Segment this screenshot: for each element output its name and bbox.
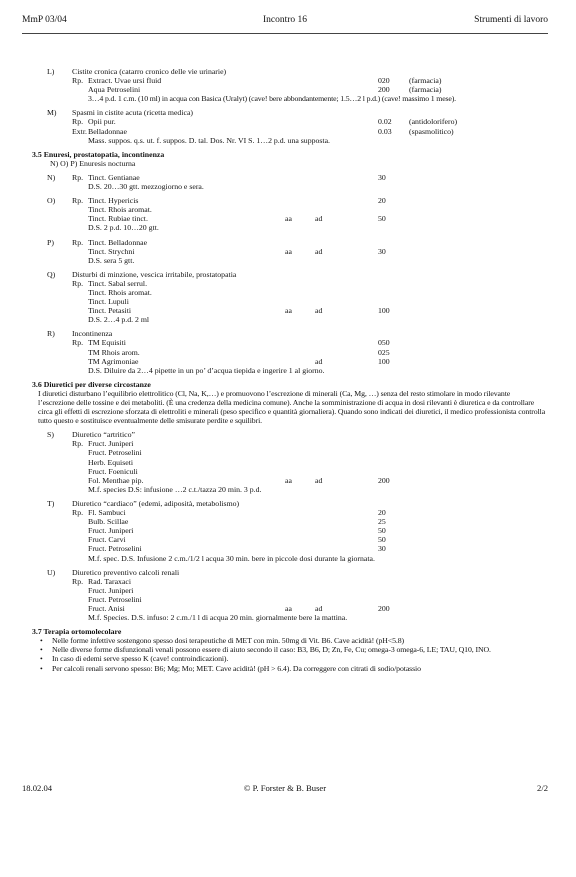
- entry-letter: R): [47, 329, 55, 339]
- quantity: 200: [378, 475, 390, 485]
- bullet-marker: •: [40, 663, 43, 673]
- bullet-text: In caso di edemi serve spesso K (cave! controindicazioni).: [52, 654, 229, 664]
- page-header: [22, 15, 548, 29]
- bullet-item: [32, 636, 547, 645]
- footer-page-number: 2/2: [537, 783, 548, 793]
- quantity: 025: [378, 347, 390, 357]
- ingredient-name: Bulb. Scillae: [88, 517, 129, 527]
- ingredient-name: TM Rhois arom.: [88, 347, 140, 357]
- document-body: [32, 62, 547, 673]
- entry-row: [32, 554, 547, 563]
- rp-label: Rp.: [72, 76, 84, 86]
- entry-letter: S): [47, 430, 54, 440]
- ad-marker: ad: [315, 246, 323, 256]
- entry-row: [32, 108, 547, 117]
- ingredient-name: Fruct. Petroselini: [88, 594, 142, 604]
- entry-row: [32, 535, 547, 544]
- ingredient-name: D.S. 20…30 gtt. mezzogiorno e sera.: [88, 182, 204, 192]
- aa-marker: aa: [285, 603, 292, 613]
- ingredient-note: (farmacia): [409, 76, 442, 86]
- entry-row: [32, 329, 547, 338]
- quantity: 100: [378, 306, 390, 316]
- bullet-text: Per calcoli renali servono spesso: B6; Mg; Mo; MET. Cave acidità! (pH > 6.4). Da correggere con citrati di sodio/potassio: [52, 663, 421, 673]
- entry-row: [32, 517, 547, 526]
- entry-row: [32, 348, 547, 357]
- ingredient-name: Tinct. Sabal serrul.: [88, 278, 148, 288]
- section-subtitle: N) O) P) Enuresis nocturna: [50, 158, 136, 168]
- entry-row: [32, 439, 547, 448]
- quantity: 50: [378, 535, 386, 545]
- section-paragraph: I diuretici disturbano l’equilibrio elettrolitico (Cl, Na, K,…) e promuovono l’escrezione di minerali (Ca, Mg, …) senza del resto stimolare in modo rilevante l’escrezione delle tossine e dei metaboliti. (È una credenza della medicina comune). Anche la somministrazione di acqua in dosi rilevanti è diuretica e da controllare circa gli effetti di escrezione sforzata di elettroliti e minerali (peso specifico e quantità giornaliera). Quando sono indicati dei diuretici, il medico professionista controlla tutto questo e sostituisce eventualmente delle smisurate perdite e squilibri.: [38, 388, 546, 426]
- entry-row: [32, 94, 547, 103]
- ingredient-name: M.f. Species. D.S. infuso: 2 c.m./1 l di acqua 20 min. giornalmente bere la mattina.: [88, 613, 348, 623]
- entry-title: Diuretico “cardiaco” (edemi, adiposità, metabolismo): [72, 498, 240, 508]
- ad-marker: ad: [315, 356, 323, 366]
- entry-row: [32, 586, 547, 595]
- ingredient-name: Tinct. Rhois aromat.: [88, 205, 152, 215]
- aa-marker: aa: [285, 475, 292, 485]
- ingredient-prefix: Extr.: [72, 126, 87, 136]
- ingredient-name: Fruct. Juniperi: [88, 439, 134, 449]
- entry-letter: L): [47, 67, 55, 76]
- ingredient-name: D.S. 2 p.d. 10…20 gtt.: [88, 223, 159, 233]
- ingredient-note: (antidolorifero): [409, 117, 458, 127]
- page-footer: [22, 783, 548, 797]
- ingredient-name: TM Agrimoniae: [88, 356, 139, 366]
- quantity: 50: [378, 214, 386, 224]
- entry-row: [32, 247, 547, 256]
- entry-row: [32, 136, 547, 145]
- bullet-text: Nelle diverse forme disfunzionali venali possono essere di aiuto secondo il caso: B3, B6, D; Zn, Fe, Cu; omega-3 omega-6, LE; TAU, Q10, INO.: [52, 645, 491, 655]
- header-session: Incontro 16: [262, 15, 308, 25]
- ingredient-name: Fruct. Juniperi: [88, 585, 134, 595]
- entry-row: [32, 499, 547, 508]
- prescription-entry: [32, 568, 547, 623]
- bullet-item: [32, 645, 547, 654]
- ingredient-name: M.f. species D.S: infusione …2 c.t./tazza 20 min. 3 p.d.: [88, 484, 262, 494]
- rp-label: Rp.: [72, 576, 84, 586]
- ingredient-name: TM Equisiti: [88, 338, 126, 348]
- quantity: 200: [378, 603, 390, 613]
- bullet-text: Nelle forme infettive sostengono spesso dosi terapeutiche di MET con min. 50mg di Vit. B6. Cave acidità! (pH<5.8): [52, 636, 405, 646]
- ingredient-name: Tinct. Petasiti: [88, 306, 132, 316]
- entry-row: [32, 448, 547, 457]
- entry-letter: Q): [47, 269, 56, 279]
- prescription-entry: [32, 329, 547, 374]
- quantity: 30: [378, 246, 386, 256]
- section-heading: 3.7 Terapia ortomolecolare: [32, 627, 122, 637]
- prescription-entry: [32, 67, 547, 103]
- ingredient-name: Tinct. Hypericis: [88, 196, 139, 206]
- entry-letter: U): [47, 567, 56, 577]
- entry-row: [32, 196, 547, 205]
- ingredient-name: Tinct. Belladonnae: [88, 237, 148, 247]
- aa-marker: aa: [285, 246, 292, 256]
- quantity: 0.02: [378, 117, 392, 127]
- ingredient-name: Extract. Uvae ursi fluid: [88, 76, 162, 86]
- entry-row: [32, 67, 547, 76]
- ingredient-name: Belladonnae: [88, 126, 127, 136]
- ingredient-name: Rad. Taraxaci: [88, 576, 132, 586]
- ingredient-name: Opii pur.: [88, 117, 116, 127]
- entry-row: [32, 223, 547, 232]
- entry-title: Incontinenza: [72, 329, 113, 339]
- ingredient-name: Fol. Menthae pip.: [88, 475, 144, 485]
- prescription-entry: [32, 270, 547, 325]
- ingredient-name: Fruct. Juniperi: [88, 526, 134, 536]
- entry-row: [32, 127, 547, 136]
- section-heading: 3.6 Diuretici per diverse circostanze: [32, 379, 151, 389]
- quantity: 20: [378, 196, 386, 206]
- ad-marker: ad: [315, 475, 323, 485]
- bullet-item: [32, 654, 547, 663]
- ingredient-name: Herb. Equiseti: [88, 457, 134, 467]
- entry-row: [32, 173, 547, 182]
- entry-row: [32, 76, 547, 85]
- ingredient-name: Fruct. Petroselini: [88, 448, 142, 458]
- entry-letter: P): [47, 237, 54, 247]
- entry-row: [32, 85, 547, 94]
- entry-row: [32, 577, 547, 586]
- ingredient-name: Fl. Sambuci: [88, 508, 126, 518]
- entry-row: [32, 357, 547, 366]
- ad-marker: ad: [315, 214, 323, 224]
- bullet-marker: •: [40, 636, 43, 646]
- quantity: 200: [378, 85, 390, 95]
- dosage-instruction: Mass. suppos. q.s. ut. f. suppos. D. tal. Dos. Nr. VI S. 1…2 p.d. una supposta.: [88, 135, 331, 145]
- entry-row: [32, 338, 547, 347]
- rp-label: Rp.: [72, 196, 84, 206]
- ingredient-note: (farmacia): [409, 85, 442, 95]
- prescription-entry: [32, 430, 547, 494]
- entry-row: [32, 306, 547, 315]
- quantity: 100: [378, 356, 390, 366]
- entry-letter: M): [47, 108, 57, 118]
- header-rule: [22, 33, 548, 34]
- quantity: 050: [378, 338, 390, 348]
- entry-row: [32, 568, 547, 577]
- entry-row: [32, 604, 547, 613]
- rp-label: Rp.: [72, 439, 84, 449]
- prescription-entry: [32, 499, 547, 563]
- quantity: 30: [378, 544, 386, 554]
- bullet-marker: •: [40, 645, 43, 655]
- bullet-item: [32, 664, 547, 673]
- prescription-entry: [32, 108, 547, 144]
- entry-row: [32, 467, 547, 476]
- quantity: 50: [378, 526, 386, 536]
- ad-marker: ad: [315, 603, 323, 613]
- ingredient-name: D.S. 2…4 p.d. 2 ml: [88, 315, 150, 325]
- entry-row: [32, 430, 547, 439]
- entry-row: [32, 485, 547, 494]
- ingredient-name: Tinct. Rhois aromat.: [88, 287, 152, 297]
- quantity: 30: [378, 172, 386, 182]
- entry-letter: N): [47, 172, 56, 182]
- entry-row: [32, 238, 547, 247]
- ingredient-note: (spasmolitico): [409, 126, 454, 136]
- ingredient-name: Tinct. Lupuli: [88, 297, 129, 307]
- entry-title: Diuretico “artritico”: [72, 430, 135, 440]
- entry-row: [32, 315, 547, 324]
- rp-label: Rp.: [72, 237, 84, 247]
- entry-row: [32, 214, 547, 223]
- entry-row: [32, 297, 547, 306]
- section-heading: 3.5 Enuresi, prostatopatia, incontinenza: [32, 149, 165, 159]
- entry-row: [32, 182, 547, 191]
- entry-row: [32, 256, 547, 265]
- ingredient-name: Fruct. Foeniculi: [88, 466, 138, 476]
- entry-title: Spasmi in cistite acuta (ricetta medica): [72, 108, 194, 118]
- quantity: 020: [378, 76, 390, 86]
- bullet-list: [32, 636, 547, 672]
- entry-row: [32, 205, 547, 214]
- entry-letter: T): [47, 498, 55, 508]
- rp-label: Rp.: [72, 338, 84, 348]
- ingredient-name: Aqua Petroselini: [88, 85, 141, 95]
- header-course: MmP 03/04: [22, 15, 67, 25]
- ingredient-name: Tinct. Rubiae tinct.: [88, 214, 148, 224]
- ingredient-name: D.S. Diluire da 2…4 pipette in un po’ d’acqua tiepida e ingerire 1 al giorno.: [88, 365, 325, 375]
- entry-letter: O): [47, 196, 56, 206]
- entry-title: Diuretico preventivo calcoli renali: [72, 567, 180, 577]
- prescription-entry: [32, 196, 547, 232]
- bullet-marker: •: [40, 654, 43, 664]
- dosage-instruction: 3…4 p.d. 1 c.m. (10 ml) in acqua con Basica (Uralyt) (cave! bere abbondantemente; 1.5…2 l p.d.) (cave! massimo 1 mese).: [88, 94, 456, 104]
- rp-label: Rp.: [72, 278, 84, 288]
- entry-row: [32, 270, 547, 279]
- entry-row: [32, 508, 547, 517]
- quantity: 25: [378, 517, 386, 527]
- header-section: Strumenti di lavoro: [474, 15, 548, 25]
- rp-label: Rp.: [72, 508, 84, 518]
- entry-row: [32, 117, 547, 126]
- entry-title: Cistite cronica (catarro cronico delle vie urinarie): [72, 67, 227, 76]
- quantity: 20: [378, 508, 386, 518]
- ingredient-name: D.S. sera 5 gtt.: [88, 255, 135, 265]
- rp-label: Rp.: [72, 172, 84, 182]
- ad-marker: ad: [315, 306, 323, 316]
- aa-marker: aa: [285, 214, 292, 224]
- footer-date: 18.02.04: [22, 783, 53, 793]
- ingredient-name: M.f. spec. D.S. Infusione 2 c.m./1/2 l acqua 30 min. bere in piccole dosi durante la giornata.: [88, 553, 375, 563]
- aa-marker: aa: [285, 306, 292, 316]
- prescription-entry: [32, 238, 547, 265]
- entry-row: [32, 544, 547, 553]
- ingredient-name: Tinct. Strychni: [88, 246, 135, 256]
- ingredient-name: Tinct. Gentianae: [88, 172, 140, 182]
- entry-row: [32, 288, 547, 297]
- ingredient-name: Fruct. Carvi: [88, 535, 126, 545]
- rp-label: Rp.: [72, 117, 84, 127]
- quantity: 0.03: [378, 126, 392, 136]
- entry-row: [32, 476, 547, 485]
- entry-row: [32, 279, 547, 288]
- entry-title: Disturbi di minzione, vescica irritabile, prostatopatia: [72, 269, 237, 279]
- prescription-entry: [32, 173, 547, 191]
- entry-row: [32, 366, 547, 375]
- entry-row: [32, 595, 547, 604]
- entry-row: [32, 526, 547, 535]
- entry-row: [32, 613, 547, 622]
- footer-copyright: © P. Forster & B. Buser: [243, 783, 327, 793]
- entry-row: [32, 458, 547, 467]
- ingredient-name: Fruct. Petroselini: [88, 544, 142, 554]
- ingredient-name: Fruct. Anisi: [88, 603, 125, 613]
